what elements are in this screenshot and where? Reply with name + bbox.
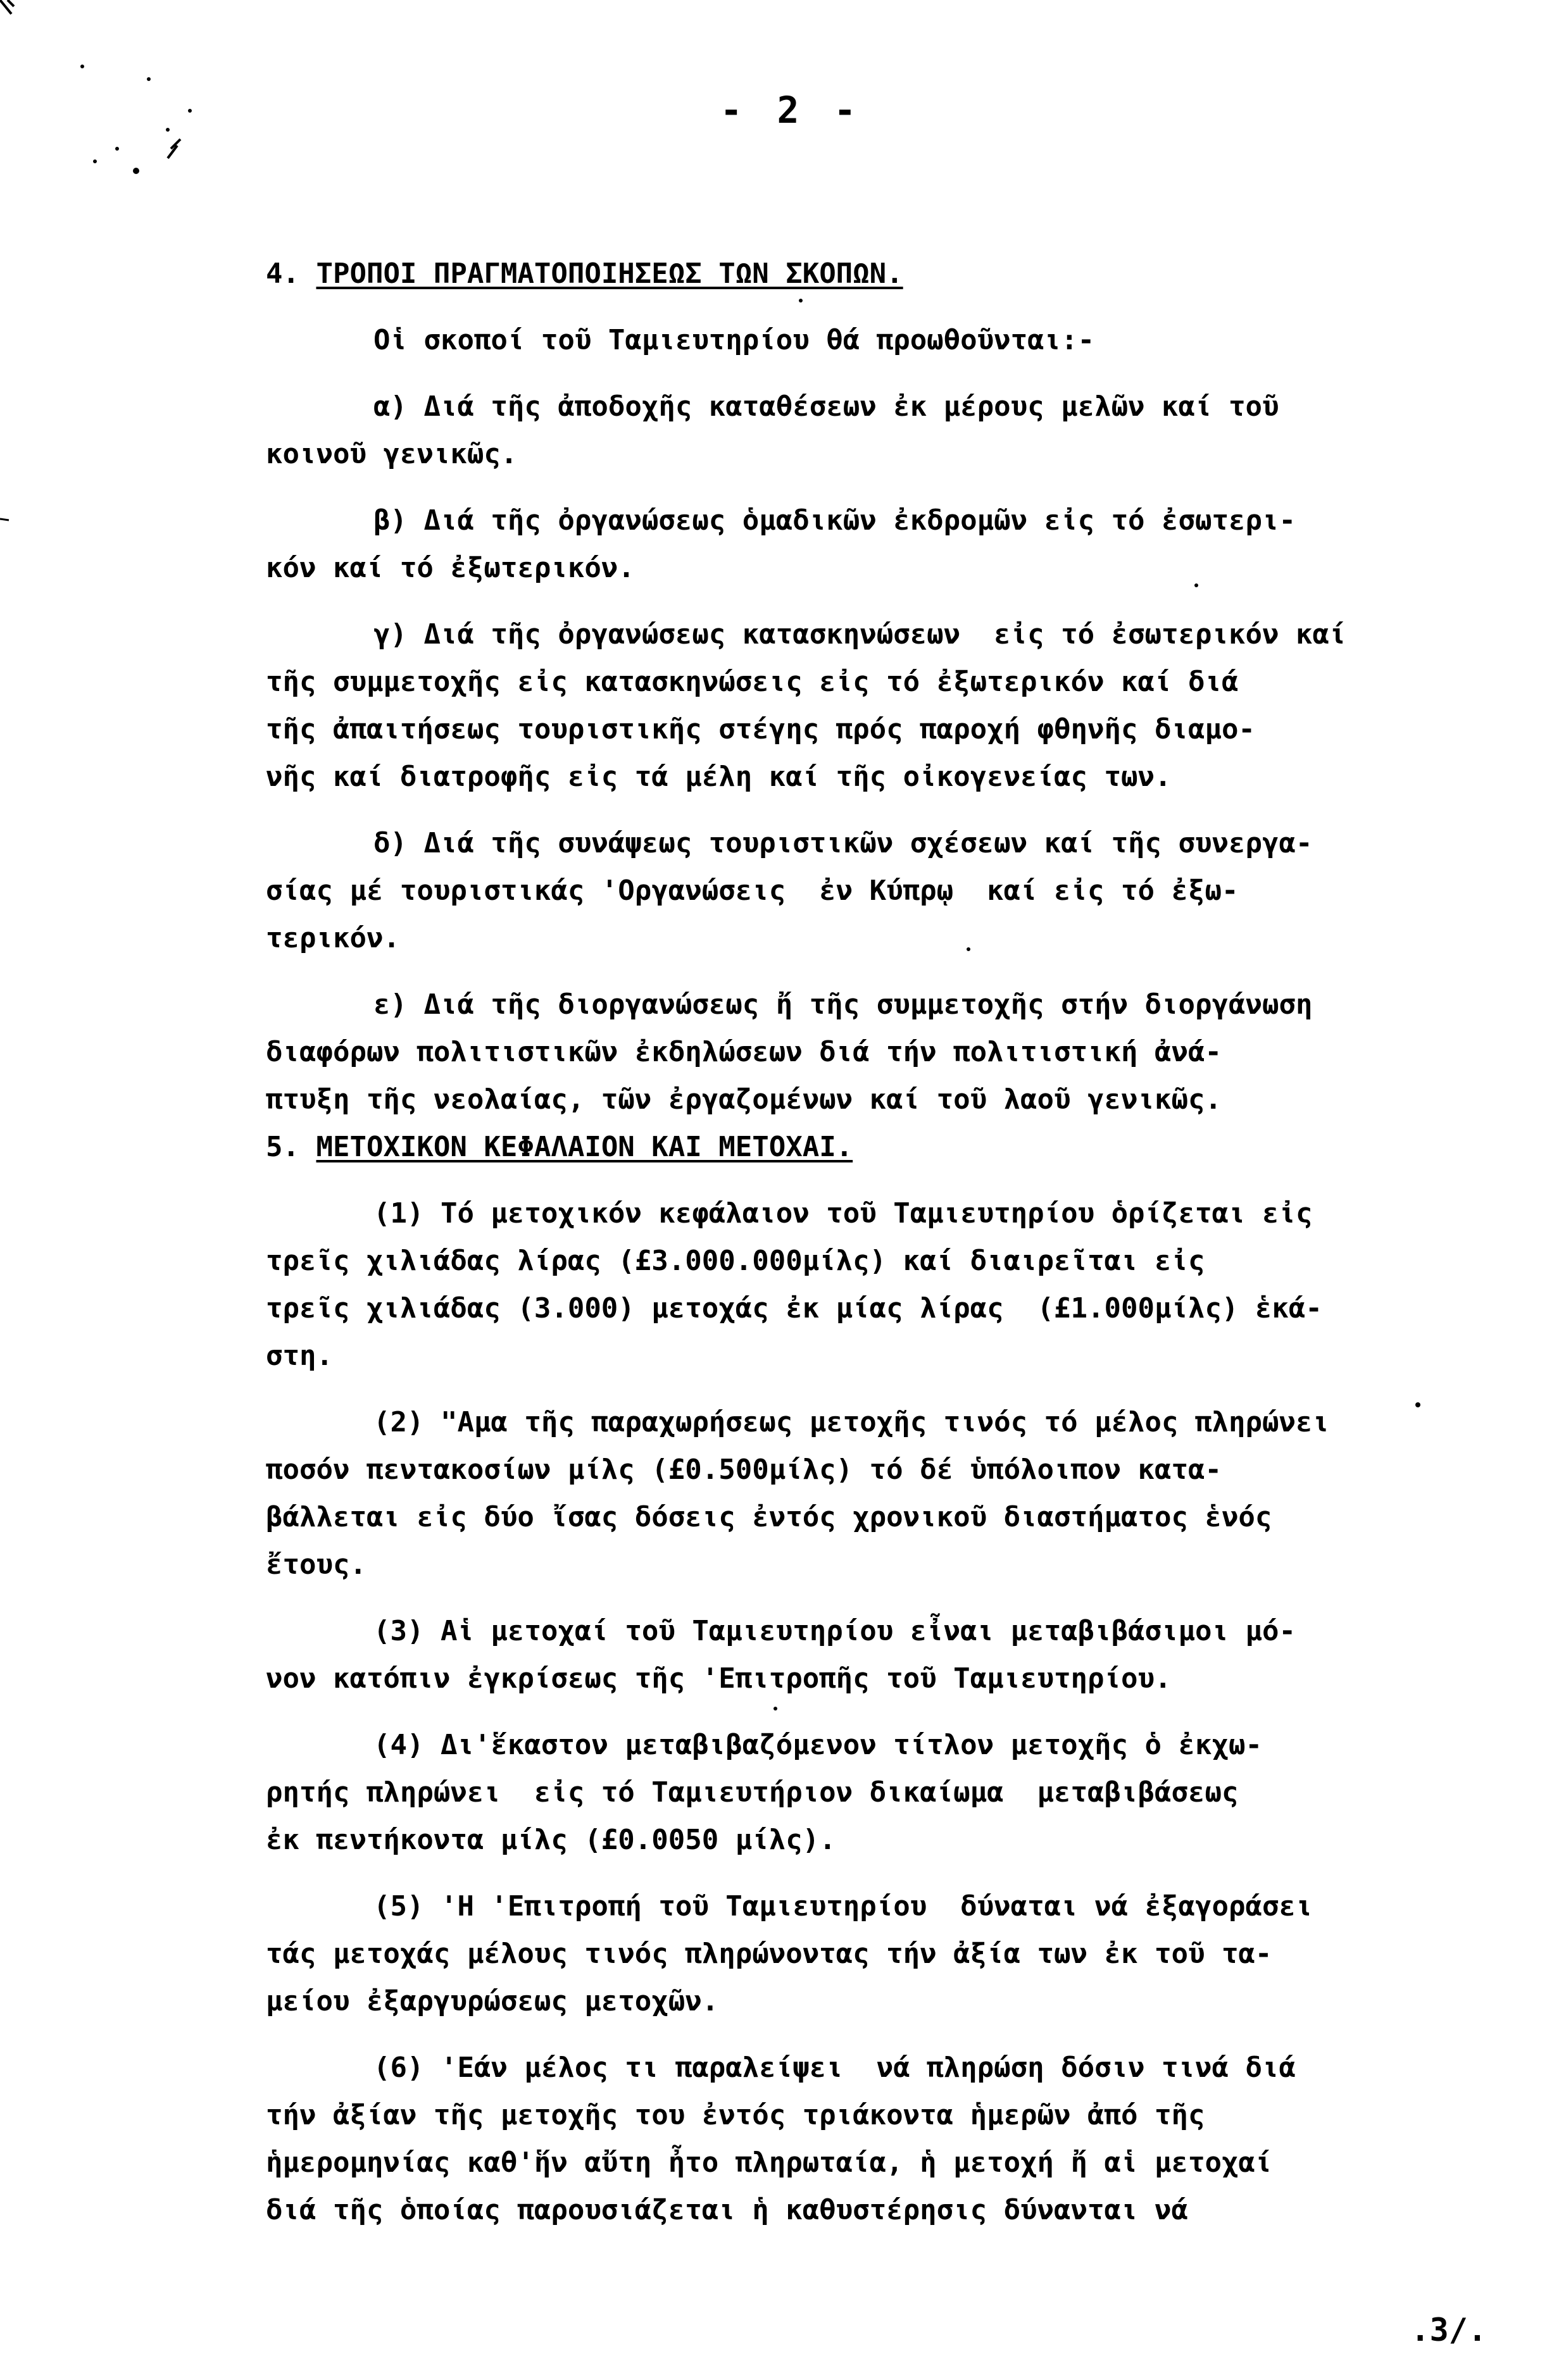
item-line: (5) 'Η 'Επιτροπή τοῦ Ταμιευτηρίου δύναται νά ἐξαγοράσει xyxy=(373,1890,1313,1922)
item-line: τῆς ἀπαιτήσεως τουριστικῆς στέγης πρός παροχή φθηνῆς διαμο- xyxy=(266,713,1255,745)
document-body xyxy=(266,250,1506,2234)
item-line: ἡμερομηνίας καθ'ἥν αὔτη ἦτο πληρωταία, ἡ μετοχή ἤ αἱ μετοχαί xyxy=(266,2146,1272,2179)
item-line: γ) Διά τῆς ὀργανώσεως κατασκηνώσεων εἰς τό ἐσωτερικόν καί xyxy=(373,618,1346,651)
item-line: ἔτους. xyxy=(266,1548,366,1581)
item-line: μείου ἐξαργυρώσεως μετοχῶν. xyxy=(266,1985,719,2017)
scan-dot xyxy=(93,159,97,163)
item-line: (1) Τό μετοχικόν κεφάλαιον τοῦ Ταμιευτηρίου ὁρίζεται εἰς xyxy=(373,1197,1313,1230)
item-line: ρητής πληρώνει εἰς τό Ταμιευτήριον δικαίωμα μεταβιβάσεως xyxy=(266,1776,1239,1809)
item-line: τρεῖς χιλιάδας λίρας (£3.000.000μίλς) καί διαιρεῖται εἰς xyxy=(266,1245,1205,1277)
item-line: (6) 'Εάν μέλος τι παραλείψει νά πληρώση δόσιν τινά διά xyxy=(373,2052,1296,2084)
scan-mark xyxy=(168,139,180,158)
item-line: τῆς συμμετοχῆς εἰς κατασκηνώσεις εἰς τό ἐξωτερικόν καί διά xyxy=(266,666,1239,698)
item-line: (3) Αἱ μετοχαί τοῦ Ταμιευτηρίου εἶναι μεταβιβάσιμοι μό- xyxy=(373,1615,1296,1647)
item-line: νῆς καί διατροφῆς εἰς τά μέλη καί τῆς οἰκογενείας των. xyxy=(266,761,1172,793)
section-title: ΜΕΤΟΧΙΚΟΝ ΚΕΦΑΛΑΙΟΝ ΚΑΙ ΜΕΤΟΧΑΙ. xyxy=(316,1131,853,1163)
section-number: 4. xyxy=(266,258,299,290)
scan-dot xyxy=(166,128,170,132)
scan-dot xyxy=(133,168,139,174)
item-line: πτυξη τῆς νεολαίας, τῶν ἐργαζομένων καί τοῦ λαοῦ γενικῶς. xyxy=(266,1083,1222,1116)
item-line: δ) Διά τῆς συνάψεως τουριστικῶν σχέσεων καί τῆς συνεργα- xyxy=(373,827,1313,859)
scan-dot xyxy=(188,109,192,113)
section-title: ΤΡΟΠΟΙ ΠΡΑΓΜΑΤΟΠΟΙΗΣΕΩΣ ΤΩΝ ΣΚΟΠΩΝ. xyxy=(316,258,903,290)
item-line: (4) Δι'ἕκαστον μεταβιβαζόμενον τίτλον μετοχῆς ὁ ἐκχω- xyxy=(373,1729,1262,1761)
corner-scribble xyxy=(0,0,14,14)
item-line: (2) "Αμα τῆς παραχωρήσεως μετοχῆς τινός τό μέλος πληρώνει xyxy=(373,1406,1329,1438)
item-line: ποσόν πεντακοσίων μίλς (£0.500μίλς) τό δέ ὑπόλοιπον κατα- xyxy=(266,1454,1222,1486)
item-line: β) Διά τῆς ὀργανώσεως ὁμαδικῶν ἐκδρομῶν εἰς τό ἐσωτερι- xyxy=(373,504,1296,537)
page-number: - 2 - xyxy=(720,89,863,132)
item-line: τάς μετοχάς μέλους τινός πληρώνοντας τήν ἀξία των ἐκ τοῦ τα- xyxy=(266,1938,1272,1970)
item-line: τρεῖς χιλιάδας (3.000) μετοχάς ἐκ μίας λίρας (£1.000μίλς) ἑκά- xyxy=(266,1292,1322,1324)
section-5-heading xyxy=(266,1123,1506,1171)
item-line: τήν ἀξίαν τῆς μετοχῆς του ἐντός τριάκοντα ἡμερῶν ἀπό τῆς xyxy=(266,2099,1205,2131)
item-line: στη. xyxy=(266,1340,333,1372)
item-line: διά τῆς ὁποίας παρουσιάζεται ἡ καθυστέρησις δύνανται νά xyxy=(266,2194,1188,2226)
item-line: τερικόν. xyxy=(266,922,400,954)
item-line: κόν καί τό ἐξωτερικόν. xyxy=(266,552,635,584)
item-line: σίας μέ τουριστικάς 'Οργανώσεις ἐν Κύπρῳ καί εἰς τό ἐξω- xyxy=(266,875,1239,907)
scan-mark xyxy=(0,519,9,520)
scan-dot xyxy=(115,147,119,151)
section-4-intro: Οἱ σκοποί τοῦ Ταμιευτηρίου θά προωθοῦνται:- xyxy=(373,324,1095,356)
item-line: νον κατόπιν ἐγκρίσεως τῆς 'Επιτροπῆς τοῦ Ταμιευτηρίου. xyxy=(266,1662,1172,1695)
item-line: ἐκ πεντήκοντα μίλς (£0.0050 μίλς). xyxy=(266,1824,836,1856)
section-4-heading xyxy=(266,250,1506,297)
scan-dot xyxy=(80,65,84,68)
item-line: βάλλεται εἰς δύο ἴσας δόσεις ἐντός χρονικοῦ διαστήματος ἑνός xyxy=(266,1501,1272,1533)
item-line: α) Διά τῆς ἀποδοχῆς καταθέσεων ἐκ μέρους μελῶν καί τοῦ xyxy=(373,390,1279,423)
item-line: κοινοῦ γενικῶς. xyxy=(266,438,518,470)
item-line: ε) Διά τῆς διοργανώσεως ἤ τῆς συμμετοχῆς στήν διοργάνωση xyxy=(373,988,1313,1021)
section-number: 5. xyxy=(266,1131,299,1163)
scan-dot xyxy=(147,77,151,81)
continuation-marker: .3/. xyxy=(1410,2312,1487,2348)
item-line: διαφόρων πολιτιστικῶν ἐκδηλώσεων διά τήν πολιτιστική ἀνά- xyxy=(266,1036,1222,1068)
